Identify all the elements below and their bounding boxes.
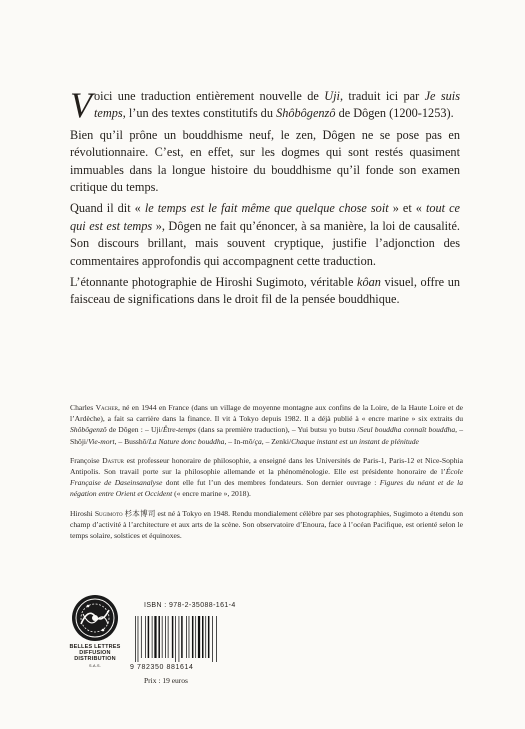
italic-run: La Nature donc bouddha <box>148 436 225 446</box>
bio-vacher <box>70 402 463 447</box>
barcode-bar <box>154 616 156 658</box>
barcode-bar <box>135 616 136 662</box>
author-kanji-name: 杉本博司 <box>122 508 156 518</box>
text-run: , traduit ici par <box>339 89 425 103</box>
back-cover-text <box>70 85 461 313</box>
barcode-number: 9 782350 881614 <box>130 664 194 671</box>
barcode-bar <box>212 616 213 662</box>
bio-sugimoto <box>70 508 463 542</box>
barcode-bar <box>198 616 200 658</box>
title-je-suis-temps: Je suis temps <box>94 89 460 121</box>
text-run: , – In-mô/ <box>224 436 255 446</box>
bio-dastur <box>70 455 463 500</box>
barcode-bar <box>168 616 169 658</box>
title-shobogenzo: Shôbôgenzô <box>276 106 336 121</box>
logo-line: DIFFUSION <box>79 650 111 657</box>
italic-run: École Française de Daseinsanalyse <box>70 467 463 488</box>
text-run: est professeur honoraire de philosophie, a enseigné dans les Universités de Paris-1, Paris-12 et Nice-Sophia Antipolis. Son travail porte sur la philosophie allemande et la phénoménologie. Elle est présidente honoraire de l’ <box>70 455 463 477</box>
barcode-bar <box>138 616 139 662</box>
paragraph-photo <box>70 274 460 309</box>
paragraph-intro <box>70 85 460 125</box>
text-run: » et « <box>388 201 426 216</box>
author-bios <box>70 402 463 549</box>
barcode-bar <box>165 616 166 658</box>
text-run: de Dôgen : – Uji/ <box>106 425 163 435</box>
text-run: , – Shôji/ <box>70 425 464 446</box>
text-run: Quand il dit « <box>70 201 145 216</box>
barcode-bar <box>216 616 217 662</box>
barcode-bar <box>195 616 196 658</box>
barcode-bar <box>172 616 174 658</box>
text-run: de Dôgen (1200-1253). <box>335 106 454 121</box>
barcode-bar <box>208 616 210 658</box>
logo-line: DISTRIBUTION <box>74 656 116 663</box>
italic-run: Figures du néant et de la négation entre Orient et Occident <box>70 478 464 499</box>
publisher-name <box>68 644 122 669</box>
text-run: oici une traduction entièrement nouvelle de <box>94 89 325 103</box>
barcode-bar <box>141 616 142 658</box>
drop-cap: V <box>70 85 92 125</box>
text-run: L’étonnante photographie de Hiroshi Sugimoto, véritable <box>70 275 357 290</box>
logo-line: S.A.S. <box>89 663 101 668</box>
isbn: ISBN : 978-2-35088-161-4 <box>144 602 236 609</box>
text-run: , – Busshô/ <box>114 436 149 446</box>
price: Prix : 19 euros <box>144 676 188 685</box>
barcode-bar <box>181 616 183 658</box>
barcode-bar <box>152 616 153 658</box>
text-run: est né à Tokyo en 1948. Rendu mondialement célèbre par ses photographies, Sugimoto a étendu son champ d’activité à l’architecture et aux arts de la scène. Son observatoire d’Enoura, face à l’océan Pacifique, est orienté selon le temps solaire, solstices et équinoxes. <box>70 508 463 541</box>
title-uji: Uji <box>324 89 340 103</box>
publisher-logo <box>68 594 122 669</box>
text-run: dont elle fut l’un des membres fondateurs. Son dernier ouvrage : <box>162 478 380 488</box>
barcode-bar <box>148 616 150 658</box>
text-run: , l’un des textes constitutifs du <box>122 106 277 121</box>
barcode <box>134 616 218 662</box>
author-last-name: Vacher <box>95 403 118 412</box>
italic-run: ça <box>254 436 262 446</box>
logo-line: BELLES LETTRES <box>69 644 121 650</box>
text-run: (« encre marine », 2018). <box>172 489 251 499</box>
italic-run: Vie-mort <box>88 436 115 446</box>
author-last-name: Dastur <box>102 455 125 465</box>
paragraph-quote <box>70 200 460 270</box>
barcode-bar <box>189 616 190 658</box>
barcode-bar <box>186 616 187 658</box>
barcode-bar <box>179 616 180 662</box>
paragraph-zen: Bien qu’il prône un bouddhisme neuf, le zen, Dôgen ne se pose pas en révolutionnaire. C’est, en effet, sur les dogmes qui sont restés quasiment immuables dans la longue histoire du bouddhisme qu’il fonde son examen critique du temps. <box>70 127 460 195</box>
author-first-name: Françoise <box>70 455 103 465</box>
text-run: , né en 1944 en France (dans un village de moyenne montagne aux confins de la Loire, de la Haute Loire et de l’Ardèche), a fait sa carrière dans la finance. Il vit à Tokyo depuis 1982. Il a déjà publié à « encre marine » six extraits du <box>70 403 463 424</box>
author-last-name: Sugimoto <box>94 508 123 518</box>
text-run: , – Zenki/ <box>261 436 292 446</box>
text-run: », Dôgen ne fait qu’énoncer, à sa manière, la loi de causalité. Son discours brillant, mais souvent cryptique, justifie l’adjonction des commentaires approfondis qui accompagnent cette traduction. <box>70 218 460 268</box>
italic-run: Shôbôgenzô <box>70 425 107 435</box>
barcode-bar <box>175 616 176 662</box>
barcode-bar <box>145 616 146 658</box>
barcode-bar <box>202 616 204 658</box>
quote-1: le temps est le fait même que quelque chose soit <box>144 201 389 216</box>
barcode-bar <box>158 616 160 658</box>
barcode-bar <box>162 616 163 658</box>
quote-2: tout ce qui est est temps <box>70 201 461 233</box>
koan-term: kôan <box>356 275 381 290</box>
text-run: (dans sa première traduction), – Yui butsu yo butsu / <box>195 425 360 435</box>
italic-run: Seul bouddha connaît bouddha <box>359 425 456 435</box>
text-run: visuel, offre un faisceau de significations dans le droit fil de la pensée bouddhique. <box>70 275 461 307</box>
italic-run: Chaque instant est un instant de plénitude <box>291 436 419 446</box>
barcode-bar <box>205 616 206 658</box>
author-first-name: Charles <box>70 403 96 412</box>
author-first-name: Hiroshi <box>70 508 95 518</box>
italic-run: Être-temps <box>162 425 196 435</box>
barcode-bar <box>192 616 194 658</box>
publisher-emblem-icon <box>68 594 122 642</box>
